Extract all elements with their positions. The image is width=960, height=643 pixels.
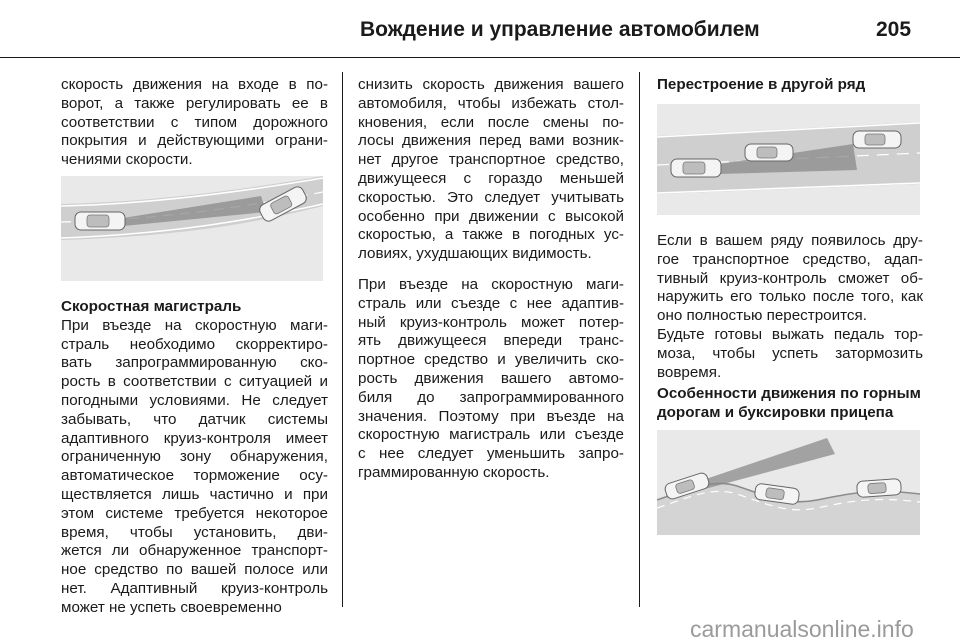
- text-line: жется ли обнаруженное транспорт-: [61, 542, 328, 560]
- text-line: ять движущееся впереди транс-: [358, 332, 624, 350]
- text-line: движущееся с гораздо меньшей: [358, 169, 624, 187]
- heading-line: дорогам и буксировки прицепа: [657, 403, 894, 421]
- mountain-road-figure: [657, 430, 920, 535]
- section-heading-lane-change: Перестроение в другой ряд: [657, 76, 866, 93]
- text-line: лосы движения перед вами возник-: [358, 132, 624, 150]
- text-line: ное средство по вашей полосе или: [61, 561, 328, 579]
- text-line: вать запрограммированную ско-: [61, 354, 328, 372]
- text-line: кновения, если после смены по-: [358, 113, 624, 131]
- text-line: наружить его только после того, как: [657, 288, 923, 306]
- text-line: оно полностью перестроится.: [657, 307, 867, 325]
- text-line: Будьте готовы выжать педаль тор-: [657, 325, 923, 343]
- text-line: скоростью. Это следует учитывать: [358, 188, 624, 206]
- text-line: нет. Адаптивный круиз-контроль: [61, 579, 328, 597]
- text-line: может не успеть своевременно: [61, 598, 282, 616]
- merging-car-icon: [745, 144, 793, 161]
- text-line: забывать, что датчик системы: [61, 410, 328, 428]
- text-line: этом системе требуется некоторое: [61, 504, 328, 522]
- section-heading-mountain: [657, 385, 923, 423]
- text-line: покрытия и действующими ограни-: [61, 132, 328, 150]
- lane-change-figure: [657, 104, 920, 215]
- column-2: [358, 76, 624, 483]
- text-line: ворот, а также регулировать ее в: [61, 94, 328, 112]
- text-line: рость в соответствии с ситуацией и: [61, 373, 328, 391]
- text-line: вовремя.: [657, 363, 722, 381]
- lane-change-illustration: [657, 104, 920, 215]
- lane-change-paragraph: [657, 232, 923, 382]
- text-line: гое транспортное средство, адап-: [657, 250, 923, 268]
- text-line: значения. Поэтому при въезде на: [358, 407, 624, 425]
- curve-highway-figure: [61, 176, 323, 281]
- text-line: чениями скорости.: [61, 151, 193, 169]
- intro-paragraph: [61, 76, 328, 170]
- text-line: портное средство и увеличить ско-: [358, 351, 624, 369]
- column-divider-left: [342, 72, 343, 607]
- text-line: биля до запрограммированного: [358, 388, 624, 406]
- paragraph: [358, 276, 624, 483]
- own-car-icon: [75, 212, 125, 230]
- page-header-title: Вождение и управление автомобилем: [360, 18, 760, 41]
- text-line: погодными условиями. Не следует: [61, 391, 328, 409]
- page-number: 205: [876, 18, 912, 41]
- text-line: время, чтобы установить, дви-: [61, 523, 328, 541]
- text-line: снизить скорость движения вашего: [358, 76, 624, 93]
- own-car-icon: [671, 159, 721, 177]
- text-line: страль или съезде с нее адаптив-: [358, 294, 624, 312]
- text-line: нет другое транспортное средство,: [358, 151, 624, 169]
- column-divider-right: [639, 72, 640, 607]
- text-line: с нее следует уменьшить запро-: [358, 445, 624, 463]
- heading-line: Особенности движения по горным: [657, 385, 921, 402]
- section-heading-highway: Скоростная магистраль: [61, 298, 242, 315]
- text-line: соответствии с типом дорожного: [61, 113, 328, 131]
- text-line: Если в вашем ряду появилось дру-: [657, 232, 923, 249]
- text-line: адаптивного круиз-контроля имеет: [61, 429, 328, 447]
- text-line: ный круиз-контроль может потер-: [358, 313, 624, 331]
- lead-car-icon: [856, 478, 901, 497]
- mountain-road-illustration: [657, 430, 920, 535]
- text-line: скоростью, а также в погодных ус-: [358, 226, 624, 244]
- text-line: рость движения вашего автомо-: [358, 369, 624, 387]
- text-line: ловиях, ухудшающих видимость.: [358, 245, 592, 263]
- text-line: особенно при движении с высокой: [358, 207, 624, 225]
- text-line: ограниченную зону обнаружения,: [61, 448, 328, 466]
- text-line: моза, чтобы успеть затормозить: [657, 344, 923, 362]
- text-line: страль необходимо скорректиро-: [61, 335, 328, 353]
- text-line: При въезде на скоростную маги-: [61, 316, 328, 334]
- curve-highway-illustration: [61, 176, 323, 281]
- paragraph: [358, 76, 624, 264]
- section-highway: [61, 298, 328, 618]
- lead-car-icon: [853, 131, 901, 148]
- text-line: ществляется лишь частично и при: [61, 485, 328, 503]
- text-line: тивный круиз-контроль сможет об-: [657, 269, 923, 287]
- text-line: автомобиля, чтобы избежать стол-: [358, 94, 624, 112]
- text-line: граммированную скорость.: [358, 463, 550, 481]
- text-line: скорость движения на входе в по-: [61, 76, 328, 93]
- text-line: автоматическое торможение осу-: [61, 467, 328, 485]
- header-divider: [0, 57, 960, 58]
- text-line: При въезде на скоростную маги-: [358, 275, 624, 293]
- text-line: скоростную магистраль или съезде: [358, 426, 624, 444]
- column-3: [657, 76, 923, 95]
- watermark: carmanualsonline.info: [690, 616, 914, 642]
- column-1: [61, 76, 328, 170]
